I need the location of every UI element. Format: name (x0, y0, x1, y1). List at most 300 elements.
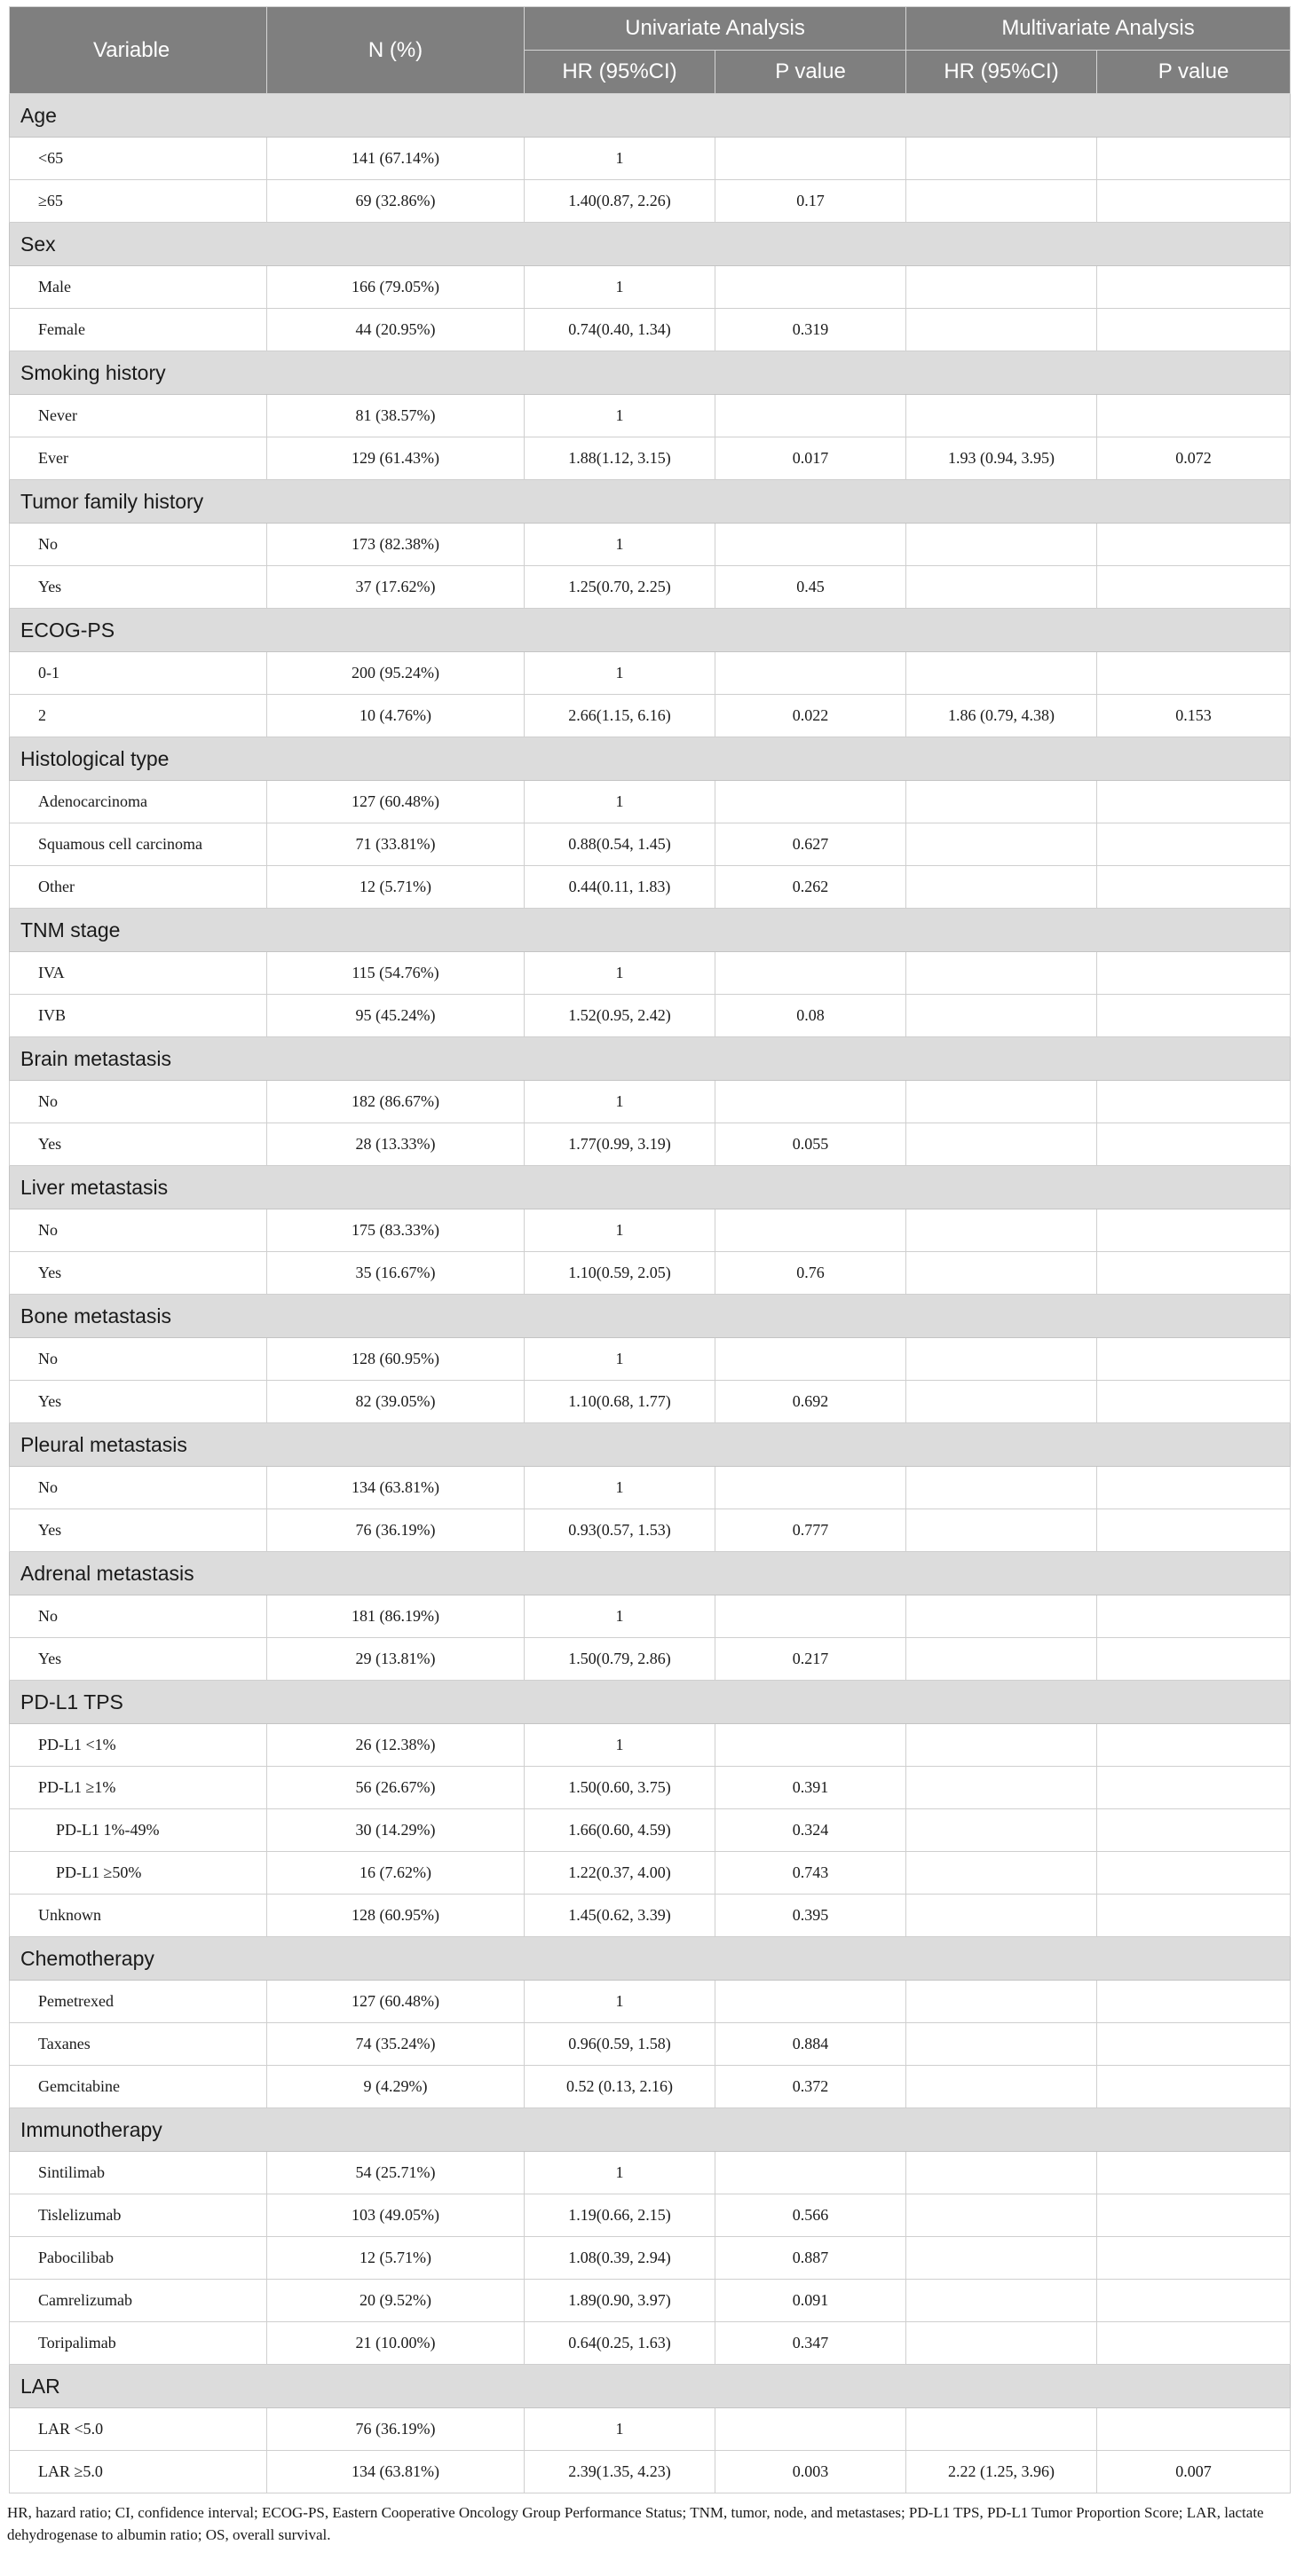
row-label: Male (10, 266, 267, 309)
multivariate-hr-cell: 1.93 (0.94, 3.95) (906, 437, 1097, 480)
group-row (10, 737, 1291, 781)
univariate-p-cell: 0.566 (715, 2194, 906, 2237)
group-title: Bone metastasis (10, 1295, 1291, 1338)
univariate-hr-cell: 1.10(0.59, 2.05) (525, 1252, 715, 1295)
univariate-p-cell: 0.45 (715, 566, 906, 609)
row-label: <65 (10, 138, 267, 180)
group-row (10, 94, 1291, 138)
multivariate-hr-cell (906, 1767, 1097, 1809)
univariate-hr-cell: 0.52 (0.13, 2.16) (525, 2066, 715, 2108)
group-row (10, 2108, 1291, 2152)
row-label: PD-L1 ≥1% (10, 1767, 267, 1809)
multivariate-hr-cell (906, 1638, 1097, 1681)
table-body (10, 94, 1291, 2493)
multivariate-hr-cell (906, 1467, 1097, 1509)
row-label: 0-1 (10, 652, 267, 695)
univariate-p-cell: 0.391 (715, 1767, 906, 1809)
table-row (10, 652, 1291, 695)
univariate-hr-cell: 1.52(0.95, 2.42) (525, 995, 715, 1037)
multivariate-hr-cell (906, 781, 1097, 823)
univariate-hr-cell: 1.08(0.39, 2.94) (525, 2237, 715, 2280)
multivariate-p-cell: 0.007 (1097, 2451, 1291, 2493)
n-percent-cell: 69 (32.86%) (267, 180, 525, 223)
multivariate-p-cell: 0.072 (1097, 437, 1291, 480)
multivariate-p-cell (1097, 866, 1291, 909)
univariate-hr-cell: 1.40(0.87, 2.26) (525, 180, 715, 223)
table-row (10, 566, 1291, 609)
univariate-hr-cell: 0.93(0.57, 1.53) (525, 1509, 715, 1552)
group-title: PD-L1 TPS (10, 1681, 1291, 1724)
univariate-p-cell: 0.692 (715, 1381, 906, 1423)
n-percent-cell: 20 (9.52%) (267, 2280, 525, 2322)
multivariate-hr-cell (906, 1209, 1097, 1252)
header-univariate-p: P value (715, 51, 906, 94)
header-univariate-hr: HR (95%CI) (525, 51, 715, 94)
table-row (10, 866, 1291, 909)
table-header (10, 7, 1291, 94)
univariate-p-cell: 0.395 (715, 1895, 906, 1937)
group-row (10, 909, 1291, 952)
univariate-p-cell (715, 395, 906, 437)
multivariate-hr-cell: 2.22 (1.25, 3.96) (906, 2451, 1097, 2493)
row-label: Toripalimab (10, 2322, 267, 2365)
univariate-hr-cell: 0.44(0.11, 1.83) (525, 866, 715, 909)
univariate-hr-cell: 1.19(0.66, 2.15) (525, 2194, 715, 2237)
n-percent-cell: 182 (86.67%) (267, 1081, 525, 1123)
n-percent-cell: 16 (7.62%) (267, 1852, 525, 1895)
table-row (10, 2237, 1291, 2280)
multivariate-p-cell (1097, 2066, 1291, 2108)
multivariate-p-cell (1097, 1852, 1291, 1895)
multivariate-p-cell: 0.153 (1097, 695, 1291, 737)
row-label: Adenocarcinoma (10, 781, 267, 823)
table-row (10, 1123, 1291, 1166)
table-row (10, 2451, 1291, 2493)
table-row (10, 2066, 1291, 2108)
header-multivariate-hr: HR (95%CI) (906, 51, 1097, 94)
group-title: Adrenal metastasis (10, 1552, 1291, 1595)
table-row (10, 2322, 1291, 2365)
multivariate-p-cell (1097, 1595, 1291, 1638)
multivariate-p-cell (1097, 1209, 1291, 1252)
header-multivariate: Multivariate Analysis (906, 7, 1291, 51)
multivariate-hr-cell (906, 2066, 1097, 2108)
n-percent-cell: 129 (61.43%) (267, 437, 525, 480)
multivariate-hr-cell (906, 566, 1097, 609)
row-label: Squamous cell carcinoma (10, 823, 267, 866)
row-label: IVA (10, 952, 267, 995)
n-percent-cell: 95 (45.24%) (267, 995, 525, 1037)
multivariate-hr-cell (906, 309, 1097, 351)
n-percent-cell: 166 (79.05%) (267, 266, 525, 309)
group-title: TNM stage (10, 909, 1291, 952)
n-percent-cell: 54 (25.71%) (267, 2152, 525, 2194)
multivariate-p-cell (1097, 2023, 1291, 2066)
univariate-p-cell (715, 524, 906, 566)
group-title: Immunotherapy (10, 2108, 1291, 2152)
row-label: Yes (10, 1509, 267, 1552)
univariate-hr-cell: 1 (525, 1338, 715, 1381)
row-label: Pabocilibab (10, 2237, 267, 2280)
multivariate-hr-cell (906, 2280, 1097, 2322)
group-row (10, 1681, 1291, 1724)
row-label: No (10, 1338, 267, 1381)
n-percent-cell: 30 (14.29%) (267, 1809, 525, 1852)
multivariate-p-cell (1097, 1509, 1291, 1552)
multivariate-p-cell (1097, 566, 1291, 609)
multivariate-hr-cell (906, 2194, 1097, 2237)
row-label: Unknown (10, 1895, 267, 1937)
row-label: PD-L1 ≥50% (10, 1852, 267, 1895)
multivariate-p-cell (1097, 2194, 1291, 2237)
table-row (10, 1724, 1291, 1767)
table-row (10, 2152, 1291, 2194)
n-percent-cell: 26 (12.38%) (267, 1724, 525, 1767)
n-percent-cell: 9 (4.29%) (267, 2066, 525, 2108)
n-percent-cell: 173 (82.38%) (267, 524, 525, 566)
multivariate-p-cell (1097, 395, 1291, 437)
multivariate-p-cell (1097, 1467, 1291, 1509)
multivariate-hr-cell (906, 2152, 1097, 2194)
row-label: Ever (10, 437, 267, 480)
univariate-p-cell (715, 2408, 906, 2451)
header-multivariate-p: P value (1097, 51, 1291, 94)
header-n-percent: N (%) (267, 7, 525, 94)
multivariate-hr-cell (906, 2237, 1097, 2280)
group-row (10, 1037, 1291, 1081)
univariate-hr-cell: 1 (525, 1724, 715, 1767)
multivariate-hr-cell (906, 995, 1097, 1037)
multivariate-hr-cell (906, 652, 1097, 695)
n-percent-cell: 181 (86.19%) (267, 1595, 525, 1638)
univariate-p-cell (715, 1081, 906, 1123)
n-percent-cell: 29 (13.81%) (267, 1638, 525, 1681)
n-percent-cell: 12 (5.71%) (267, 2237, 525, 2280)
n-percent-cell: 56 (26.67%) (267, 1767, 525, 1809)
univariate-hr-cell: 1.89(0.90, 3.97) (525, 2280, 715, 2322)
table-row (10, 1209, 1291, 1252)
univariate-p-cell: 0.08 (715, 995, 906, 1037)
multivariate-hr-cell (906, 1809, 1097, 1852)
univariate-p-cell (715, 138, 906, 180)
table-row (10, 952, 1291, 995)
table-row (10, 2194, 1291, 2237)
univariate-hr-cell: 0.96(0.59, 1.58) (525, 2023, 715, 2066)
n-percent-cell: 76 (36.19%) (267, 1509, 525, 1552)
univariate-p-cell (715, 952, 906, 995)
multivariate-p-cell (1097, 1724, 1291, 1767)
multivariate-hr-cell: 1.86 (0.79, 4.38) (906, 695, 1097, 737)
univariate-hr-cell: 1 (525, 524, 715, 566)
group-row (10, 1295, 1291, 1338)
multivariate-p-cell (1097, 952, 1291, 995)
univariate-hr-cell: 1.88(1.12, 3.15) (525, 437, 715, 480)
multivariate-p-cell (1097, 1895, 1291, 1937)
univariate-hr-cell: 1.50(0.60, 3.75) (525, 1767, 715, 1809)
row-label: LAR ≥5.0 (10, 2451, 267, 2493)
univariate-hr-cell: 1.66(0.60, 4.59) (525, 1809, 715, 1852)
group-title: Histological type (10, 737, 1291, 781)
multivariate-p-cell (1097, 1252, 1291, 1295)
row-label: No (10, 1595, 267, 1638)
univariate-p-cell (715, 781, 906, 823)
multivariate-hr-cell (906, 1852, 1097, 1895)
univariate-p-cell (715, 1338, 906, 1381)
group-row (10, 1552, 1291, 1595)
univariate-hr-cell: 1.45(0.62, 3.39) (525, 1895, 715, 1937)
table-row (10, 1981, 1291, 2023)
group-row (10, 2365, 1291, 2408)
table-row (10, 995, 1291, 1037)
table-row (10, 1809, 1291, 1852)
table-row (10, 1081, 1291, 1123)
table-row (10, 1467, 1291, 1509)
univariate-hr-cell: 1.22(0.37, 4.00) (525, 1852, 715, 1895)
row-label: Other (10, 866, 267, 909)
n-percent-cell: 127 (60.48%) (267, 1981, 525, 2023)
row-label: No (10, 1081, 267, 1123)
n-percent-cell: 103 (49.05%) (267, 2194, 525, 2237)
table-row (10, 2408, 1291, 2451)
table-row (10, 1252, 1291, 1295)
multivariate-p-cell (1097, 1081, 1291, 1123)
row-label: IVB (10, 995, 267, 1037)
table-row (10, 1638, 1291, 1681)
row-label: Pemetrexed (10, 1981, 267, 2023)
univariate-hr-cell: 1 (525, 1467, 715, 1509)
multivariate-p-cell (1097, 1981, 1291, 2023)
row-label: No (10, 1209, 267, 1252)
table-row (10, 1381, 1291, 1423)
multivariate-p-cell (1097, 524, 1291, 566)
n-percent-cell: 74 (35.24%) (267, 2023, 525, 2066)
multivariate-hr-cell (906, 2023, 1097, 2066)
n-percent-cell: 71 (33.81%) (267, 823, 525, 866)
univariate-hr-cell: 1 (525, 1981, 715, 2023)
group-title: Sex (10, 223, 1291, 266)
univariate-hr-cell: 1.25(0.70, 2.25) (525, 566, 715, 609)
multivariate-p-cell (1097, 2152, 1291, 2194)
table-row (10, 266, 1291, 309)
group-row (10, 1166, 1291, 1209)
multivariate-p-cell (1097, 1381, 1291, 1423)
row-label: Sintilimab (10, 2152, 267, 2194)
group-title: Age (10, 94, 1291, 138)
multivariate-hr-cell (906, 1981, 1097, 2023)
multivariate-p-cell (1097, 309, 1291, 351)
multivariate-hr-cell (906, 1123, 1097, 1166)
group-row (10, 223, 1291, 266)
table-row (10, 524, 1291, 566)
univariate-hr-cell: 2.66(1.15, 6.16) (525, 695, 715, 737)
row-label: Gemcitabine (10, 2066, 267, 2108)
table-row (10, 695, 1291, 737)
univariate-p-cell: 0.743 (715, 1852, 906, 1895)
group-row (10, 351, 1291, 395)
n-percent-cell: 37 (17.62%) (267, 566, 525, 609)
table-row (10, 2280, 1291, 2322)
multivariate-p-cell (1097, 2280, 1291, 2322)
n-percent-cell: 21 (10.00%) (267, 2322, 525, 2365)
row-label: Yes (10, 1381, 267, 1423)
table-row (10, 1338, 1291, 1381)
n-percent-cell: 10 (4.76%) (267, 695, 525, 737)
univariate-p-cell (715, 1981, 906, 2023)
multivariate-p-cell (1097, 1123, 1291, 1166)
multivariate-hr-cell (906, 180, 1097, 223)
univariate-p-cell: 0.017 (715, 437, 906, 480)
row-label: Taxanes (10, 2023, 267, 2066)
table-row (10, 1595, 1291, 1638)
n-percent-cell: 28 (13.33%) (267, 1123, 525, 1166)
row-label: 2 (10, 695, 267, 737)
table-row (10, 1767, 1291, 1809)
n-percent-cell: 35 (16.67%) (267, 1252, 525, 1295)
n-percent-cell: 134 (63.81%) (267, 1467, 525, 1509)
n-percent-cell: 12 (5.71%) (267, 866, 525, 909)
multivariate-hr-cell (906, 1081, 1097, 1123)
multivariate-p-cell (1097, 1809, 1291, 1852)
multivariate-p-cell (1097, 995, 1291, 1037)
univariate-p-cell: 0.347 (715, 2322, 906, 2365)
header-univariate: Univariate Analysis (525, 7, 906, 51)
univariate-p-cell: 0.887 (715, 2237, 906, 2280)
cox-regression-table (9, 6, 1291, 2493)
multivariate-hr-cell (906, 2322, 1097, 2365)
multivariate-hr-cell (906, 952, 1097, 995)
multivariate-hr-cell (906, 395, 1097, 437)
row-label: Yes (10, 1123, 267, 1166)
univariate-hr-cell: 1.50(0.79, 2.86) (525, 1638, 715, 1681)
univariate-hr-cell: 1 (525, 781, 715, 823)
multivariate-hr-cell (906, 138, 1097, 180)
n-percent-cell: 82 (39.05%) (267, 1381, 525, 1423)
n-percent-cell: 200 (95.24%) (267, 652, 525, 695)
group-title: Liver metastasis (10, 1166, 1291, 1209)
table-row (10, 138, 1291, 180)
univariate-hr-cell: 1 (525, 952, 715, 995)
multivariate-p-cell (1097, 2408, 1291, 2451)
multivariate-hr-cell (906, 1252, 1097, 1295)
row-label: Yes (10, 1252, 267, 1295)
table-row (10, 1895, 1291, 1937)
univariate-p-cell (715, 1724, 906, 1767)
multivariate-hr-cell (906, 524, 1097, 566)
univariate-p-cell (715, 1209, 906, 1252)
multivariate-p-cell (1097, 266, 1291, 309)
univariate-hr-cell: 1 (525, 1595, 715, 1638)
group-title: Pleural metastasis (10, 1423, 1291, 1467)
multivariate-hr-cell (906, 2408, 1097, 2451)
univariate-p-cell (715, 652, 906, 695)
group-title: LAR (10, 2365, 1291, 2408)
multivariate-p-cell (1097, 2237, 1291, 2280)
univariate-p-cell: 0.777 (715, 1509, 906, 1552)
table-row (10, 781, 1291, 823)
multivariate-hr-cell (906, 1595, 1097, 1638)
univariate-p-cell: 0.217 (715, 1638, 906, 1681)
univariate-p-cell (715, 266, 906, 309)
row-label: Yes (10, 566, 267, 609)
multivariate-hr-cell (906, 1338, 1097, 1381)
multivariate-p-cell (1097, 180, 1291, 223)
univariate-p-cell: 0.76 (715, 1252, 906, 1295)
univariate-p-cell: 0.091 (715, 2280, 906, 2322)
n-percent-cell: 127 (60.48%) (267, 781, 525, 823)
univariate-p-cell: 0.324 (715, 1809, 906, 1852)
table-row (10, 823, 1291, 866)
multivariate-hr-cell (906, 1895, 1097, 1937)
multivariate-hr-cell (906, 1509, 1097, 1552)
header-variable: Variable (10, 7, 267, 94)
table-row (10, 437, 1291, 480)
group-title: Chemotherapy (10, 1937, 1291, 1981)
row-label: Camrelizumab (10, 2280, 267, 2322)
univariate-p-cell: 0.055 (715, 1123, 906, 1166)
n-percent-cell: 115 (54.76%) (267, 952, 525, 995)
row-label: No (10, 524, 267, 566)
table-row (10, 2023, 1291, 2066)
multivariate-p-cell (1097, 1338, 1291, 1381)
row-label: Yes (10, 1638, 267, 1681)
multivariate-p-cell (1097, 138, 1291, 180)
table-row (10, 395, 1291, 437)
univariate-p-cell (715, 1467, 906, 1509)
univariate-hr-cell: 1 (525, 395, 715, 437)
group-row (10, 1937, 1291, 1981)
multivariate-p-cell (1097, 1767, 1291, 1809)
row-label: PD-L1 1%-49% (10, 1809, 267, 1852)
univariate-p-cell: 0.17 (715, 180, 906, 223)
group-row (10, 1423, 1291, 1467)
group-title: Smoking history (10, 351, 1291, 395)
multivariate-hr-cell (906, 1381, 1097, 1423)
group-row (10, 480, 1291, 524)
univariate-hr-cell: 1.77(0.99, 3.19) (525, 1123, 715, 1166)
univariate-hr-cell: 1 (525, 1209, 715, 1252)
n-percent-cell: 134 (63.81%) (267, 2451, 525, 2493)
row-label: LAR <5.0 (10, 2408, 267, 2451)
univariate-p-cell (715, 1595, 906, 1638)
univariate-p-cell: 0.372 (715, 2066, 906, 2108)
row-label: Female (10, 309, 267, 351)
univariate-hr-cell: 0.64(0.25, 1.63) (525, 2322, 715, 2365)
multivariate-hr-cell (906, 823, 1097, 866)
row-label: ≥65 (10, 180, 267, 223)
table-footnote: HR, hazard ratio; CI, confidence interval; ECOG-PS, Eastern Cooperative Oncology Group Performance Status; TNM, tumor, node, and metastases; PD-L1 TPS, PD-L1 Tumor Proportion Score; LAR, lactate dehydrogenase to albumin ratio; OS, overall survival. (7, 2504, 1264, 2543)
multivariate-p-cell (1097, 823, 1291, 866)
table-row (10, 1852, 1291, 1895)
row-label: Tislelizumab (10, 2194, 267, 2237)
univariate-hr-cell: 0.74(0.40, 1.34) (525, 309, 715, 351)
univariate-hr-cell: 1 (525, 266, 715, 309)
multivariate-hr-cell (906, 866, 1097, 909)
univariate-hr-cell: 1 (525, 2408, 715, 2451)
univariate-hr-cell: 2.39(1.35, 4.23) (525, 2451, 715, 2493)
univariate-p-cell: 0.022 (715, 695, 906, 737)
univariate-p-cell: 0.627 (715, 823, 906, 866)
multivariate-p-cell (1097, 781, 1291, 823)
univariate-hr-cell: 1 (525, 652, 715, 695)
n-percent-cell: 141 (67.14%) (267, 138, 525, 180)
multivariate-hr-cell (906, 1724, 1097, 1767)
univariate-hr-cell: 0.88(0.54, 1.45) (525, 823, 715, 866)
univariate-p-cell (715, 2152, 906, 2194)
univariate-hr-cell: 1.10(0.68, 1.77) (525, 1381, 715, 1423)
multivariate-p-cell (1097, 2322, 1291, 2365)
group-row (10, 609, 1291, 652)
multivariate-hr-cell (906, 266, 1097, 309)
